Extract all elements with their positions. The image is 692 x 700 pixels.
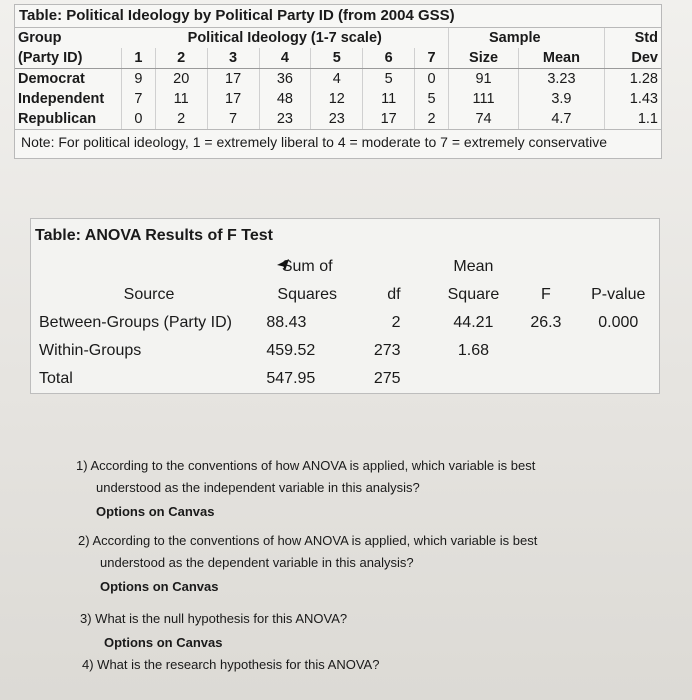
scale-4: 4 xyxy=(259,48,311,69)
table-row xyxy=(15,89,661,109)
question-1-options: Options on Canvas xyxy=(96,504,215,519)
question-1-line2: understood as the independent variable in this analysis? xyxy=(96,480,420,495)
scale-3: 3 xyxy=(207,48,259,69)
ideology-table-grid xyxy=(15,28,661,129)
count-cell: 5 xyxy=(363,69,415,90)
question-2-options: Options on Canvas xyxy=(100,579,219,594)
header-dev: Dev xyxy=(604,48,661,69)
count-cell: 5 xyxy=(415,89,449,109)
count-cell: 48 xyxy=(259,89,311,109)
header-square: Square xyxy=(447,286,500,303)
ss-cell: 88.43 xyxy=(266,314,307,331)
table-row xyxy=(15,69,661,90)
question-4-line1: 4) What is the research hypothesis for this ANOVA? xyxy=(82,657,380,672)
ms-cell: 1.68 xyxy=(457,342,489,359)
header-pvalue: P-value xyxy=(591,286,646,303)
row-label: Republican xyxy=(18,111,97,127)
anova-grid xyxy=(35,253,659,393)
count-cell: 7 xyxy=(122,89,156,109)
count-cell: 17 xyxy=(207,69,259,90)
question-2-line1: 2) According to the conventions of how ANOVA is applied, which variable is best xyxy=(78,533,538,548)
count-cell: 2 xyxy=(155,109,207,129)
question-2-line2: understood as the dependent variable in this analysis? xyxy=(100,555,414,570)
ideology-table-title: Table: Political Ideology by Political Party ID (from 2004 GSS) xyxy=(15,5,661,28)
count-cell: 17 xyxy=(207,89,259,109)
scale-7: 7 xyxy=(415,48,449,69)
count-cell: 20 xyxy=(155,69,207,90)
anova-table-title: Table: ANOVA Results of F Test xyxy=(35,227,273,244)
header-mean: Mean xyxy=(519,48,605,69)
mean-cell: 4.7 xyxy=(519,109,605,129)
question-3 xyxy=(80,610,347,652)
ideology-note: Note: For political ideology, 1 = extremely liberal to 4 = moderate to 7 = extremely conservative xyxy=(15,129,661,158)
question-4 xyxy=(82,656,379,674)
table-row xyxy=(35,337,659,365)
scale-5: 5 xyxy=(311,48,363,69)
table-row xyxy=(35,365,659,393)
p-cell: 0.000 xyxy=(598,314,639,331)
sd-cell: 1.1 xyxy=(604,109,661,129)
count-cell: 36 xyxy=(259,69,311,90)
header-mean-line1: Mean xyxy=(453,258,494,275)
question-1 xyxy=(76,457,535,521)
header-std: Std xyxy=(604,28,661,48)
table-row xyxy=(15,109,661,129)
count-cell: 7 xyxy=(207,109,259,129)
count-cell: 0 xyxy=(122,109,156,129)
ideology-table xyxy=(14,4,662,159)
df-cell: 275 xyxy=(373,370,401,387)
count-cell: 2 xyxy=(415,109,449,129)
count-cell: 4 xyxy=(311,69,363,90)
sd-cell: 1.28 xyxy=(604,69,661,90)
table-row xyxy=(35,309,659,337)
count-cell: 11 xyxy=(155,89,207,109)
size-cell: 111 xyxy=(449,89,519,109)
df-cell: 2 xyxy=(391,314,401,331)
mean-cell: 3.23 xyxy=(519,69,605,90)
size-cell: 91 xyxy=(449,69,519,90)
question-3-line1: 3) What is the null hypothesis for this ANOVA? xyxy=(80,611,348,626)
size-cell: 74 xyxy=(449,109,519,129)
count-cell: 0 xyxy=(415,69,449,90)
count-cell: 12 xyxy=(311,89,363,109)
question-1-line1: 1) According to the conventions of how ANOVA is applied, which variable is best xyxy=(76,458,536,473)
question-3-options: Options on Canvas xyxy=(104,635,223,650)
row-label: Independent xyxy=(18,91,105,107)
scale-2: 2 xyxy=(155,48,207,69)
sd-cell: 1.43 xyxy=(604,89,661,109)
anova-table xyxy=(30,218,660,394)
count-cell: 23 xyxy=(311,109,363,129)
header-sum-of: Sum of xyxy=(281,258,333,275)
df-cell: 273 xyxy=(373,342,401,359)
source-cell: Within-Groups xyxy=(39,342,142,359)
f-cell: 26.3 xyxy=(530,314,562,331)
ms-cell: 44.21 xyxy=(453,314,494,331)
mean-cell: 3.9 xyxy=(519,89,605,109)
header-df: df xyxy=(387,286,401,303)
source-cell: Between-Groups (Party ID) xyxy=(39,314,232,331)
header-sample: Sample xyxy=(449,28,605,48)
header-source: Source xyxy=(123,286,175,303)
count-cell: 23 xyxy=(259,109,311,129)
header-party-id: (Party ID) xyxy=(15,48,122,69)
header-ideology: Political Ideology (1-7 scale) xyxy=(187,30,382,46)
row-label: Democrat xyxy=(18,71,85,87)
ss-cell: 459.52 xyxy=(266,342,316,359)
count-cell: 11 xyxy=(363,89,415,109)
header-size: Size xyxy=(449,48,519,69)
count-cell: 9 xyxy=(122,69,156,90)
question-2 xyxy=(78,532,537,596)
header-group: Group xyxy=(18,30,62,46)
count-cell: 17 xyxy=(363,109,415,129)
scale-6: 6 xyxy=(363,48,415,69)
header-squares: Squares xyxy=(277,286,337,303)
scale-1: 1 xyxy=(122,48,156,69)
header-f: F xyxy=(540,286,551,303)
source-cell: Total xyxy=(39,370,73,387)
ss-cell: 547.95 xyxy=(266,370,316,387)
